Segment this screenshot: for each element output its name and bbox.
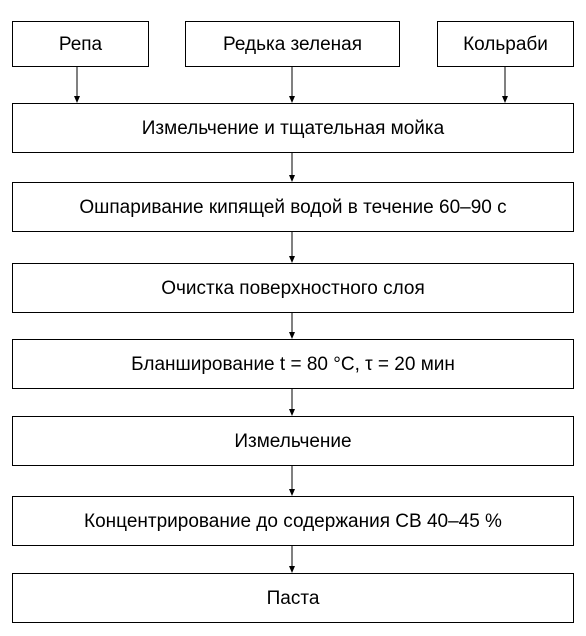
arrow-step-5-to-step-6 (289, 466, 295, 496)
source-label: Кольраби (463, 33, 548, 55)
step-label: Измельчение и тщательная мойка (141, 117, 445, 139)
arrow-step-1-to-step-2 (289, 153, 295, 182)
arrow-step-4-to-step-5 (289, 389, 295, 416)
step-box-paste (12, 573, 574, 623)
arrow-redka-to-step-1 (289, 67, 295, 103)
source-box-redka (185, 21, 400, 67)
step-label: Ошпаривание кипящей водой в течение 60–90 с (79, 196, 507, 218)
step-label: Паста (266, 587, 320, 609)
arrow-repa-to-step-1 (74, 67, 80, 103)
arrow-step-3-to-step-4 (289, 313, 295, 339)
source-label: Редька зеленая (223, 33, 362, 55)
source-box-kolrabi (437, 21, 574, 67)
step-box-concentrating (12, 496, 574, 546)
source-label: Репа (58, 33, 103, 55)
step-label: Бланширование t = 80 °C, τ = 20 мин (131, 353, 455, 375)
step-label: Измельчение (234, 430, 352, 452)
step-box-scalding (12, 182, 574, 232)
step-label: Концентрирование до содержания СВ 40–45 % (84, 510, 502, 532)
step-box-blanching (12, 339, 574, 389)
arrow-step-2-to-step-3 (289, 232, 295, 263)
step-box-grinding (12, 416, 574, 466)
step-box-grinding-washing (12, 103, 574, 153)
step-label: Очистка поверхностного слоя (161, 277, 425, 299)
arrow-step-6-to-step-7 (289, 546, 295, 573)
step-box-peeling (12, 263, 574, 313)
arrow-kolrabi-to-step-1 (502, 67, 508, 103)
source-box-repa (12, 21, 149, 67)
